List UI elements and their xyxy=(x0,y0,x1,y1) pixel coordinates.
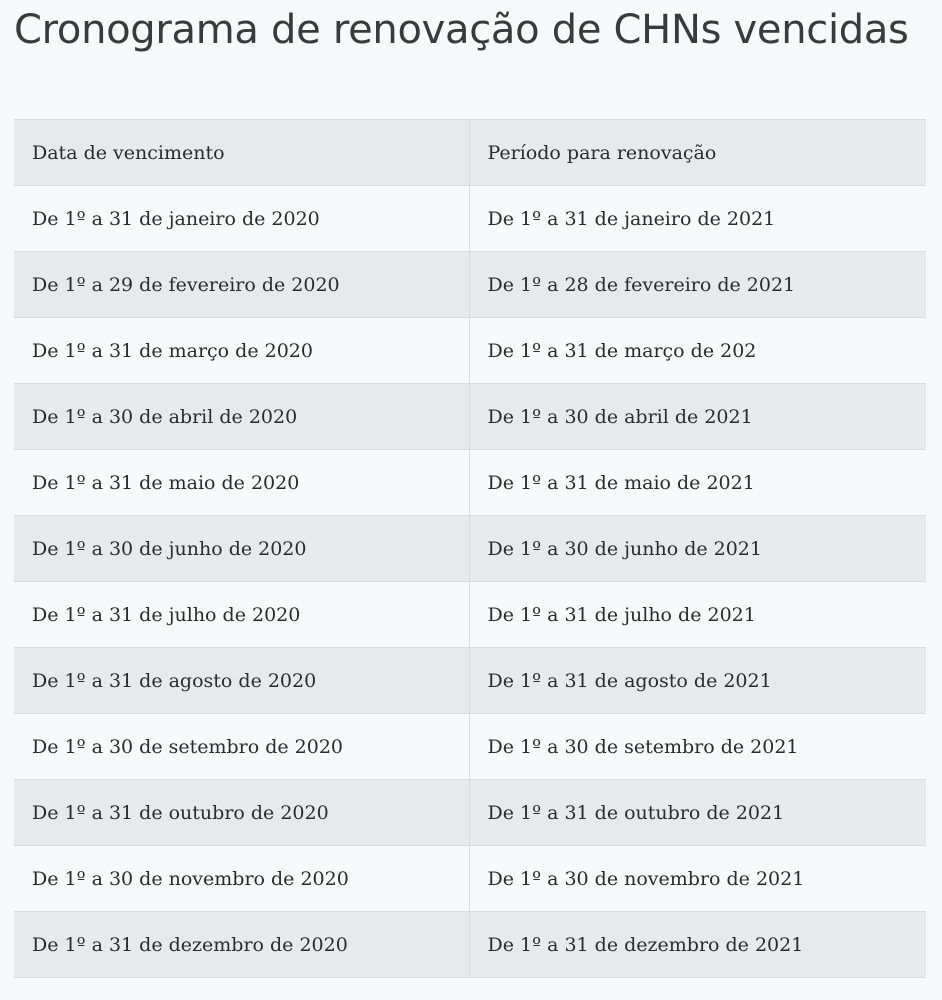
table-row xyxy=(14,186,926,252)
renewal-period-cell: De 1º a 30 de abril de 2021 xyxy=(469,384,926,450)
renewal-period-cell: De 1º a 31 de março de 202 xyxy=(469,318,926,384)
table-row xyxy=(14,714,926,780)
expiry-date-cell: De 1º a 31 de janeiro de 2020 xyxy=(14,186,469,252)
table-row xyxy=(14,384,926,450)
expiry-date-cell: De 1º a 29 de fevereiro de 2020 xyxy=(14,252,469,318)
expiry-date-cell: De 1º a 30 de setembro de 2020 xyxy=(14,714,469,780)
renewal-period-cell: De 1º a 31 de julho de 2021 xyxy=(469,582,926,648)
expiry-date-cell: De 1º a 31 de maio de 2020 xyxy=(14,450,469,516)
expiry-date-cell: De 1º a 31 de dezembro de 2020 xyxy=(14,912,469,978)
table-row xyxy=(14,846,926,912)
renewal-period-cell: De 1º a 30 de setembro de 2021 xyxy=(469,714,926,780)
expiry-date-cell: De 1º a 31 de março de 2020 xyxy=(14,318,469,384)
table-row xyxy=(14,252,926,318)
page-title: Cronograma de renovação de CHNs vencidas xyxy=(14,7,909,53)
expiry-date-cell: De 1º a 30 de junho de 2020 xyxy=(14,516,469,582)
expiry-date-cell: De 1º a 31 de outubro de 2020 xyxy=(14,780,469,846)
table-row xyxy=(14,648,926,714)
table-row xyxy=(14,780,926,846)
renewal-period-cell: De 1º a 31 de maio de 2021 xyxy=(469,450,926,516)
table-row xyxy=(14,450,926,516)
table-header-row xyxy=(14,120,926,186)
renewal-period-cell: De 1º a 31 de outubro de 2021 xyxy=(469,780,926,846)
renewal-period-cell: De 1º a 31 de dezembro de 2021 xyxy=(469,912,926,978)
header-expiry-date: Data de vencimento xyxy=(14,120,469,186)
renewal-period-cell: De 1º a 31 de janeiro de 2021 xyxy=(469,186,926,252)
expiry-date-cell: De 1º a 30 de abril de 2020 xyxy=(14,384,469,450)
table-row xyxy=(14,582,926,648)
expiry-date-cell: De 1º a 30 de novembro de 2020 xyxy=(14,846,469,912)
expiry-date-cell: De 1º a 31 de agosto de 2020 xyxy=(14,648,469,714)
table-row xyxy=(14,912,926,978)
renewal-period-cell: De 1º a 30 de junho de 2021 xyxy=(469,516,926,582)
renewal-schedule-table xyxy=(14,119,926,978)
expiry-date-cell: De 1º a 31 de julho de 2020 xyxy=(14,582,469,648)
table-row xyxy=(14,318,926,384)
renewal-period-cell: De 1º a 31 de agosto de 2021 xyxy=(469,648,926,714)
header-renewal-period: Período para renovação xyxy=(469,120,926,186)
renewal-period-cell: De 1º a 28 de fevereiro de 2021 xyxy=(469,252,926,318)
table-row xyxy=(14,516,926,582)
renewal-period-cell: De 1º a 30 de novembro de 2021 xyxy=(469,846,926,912)
